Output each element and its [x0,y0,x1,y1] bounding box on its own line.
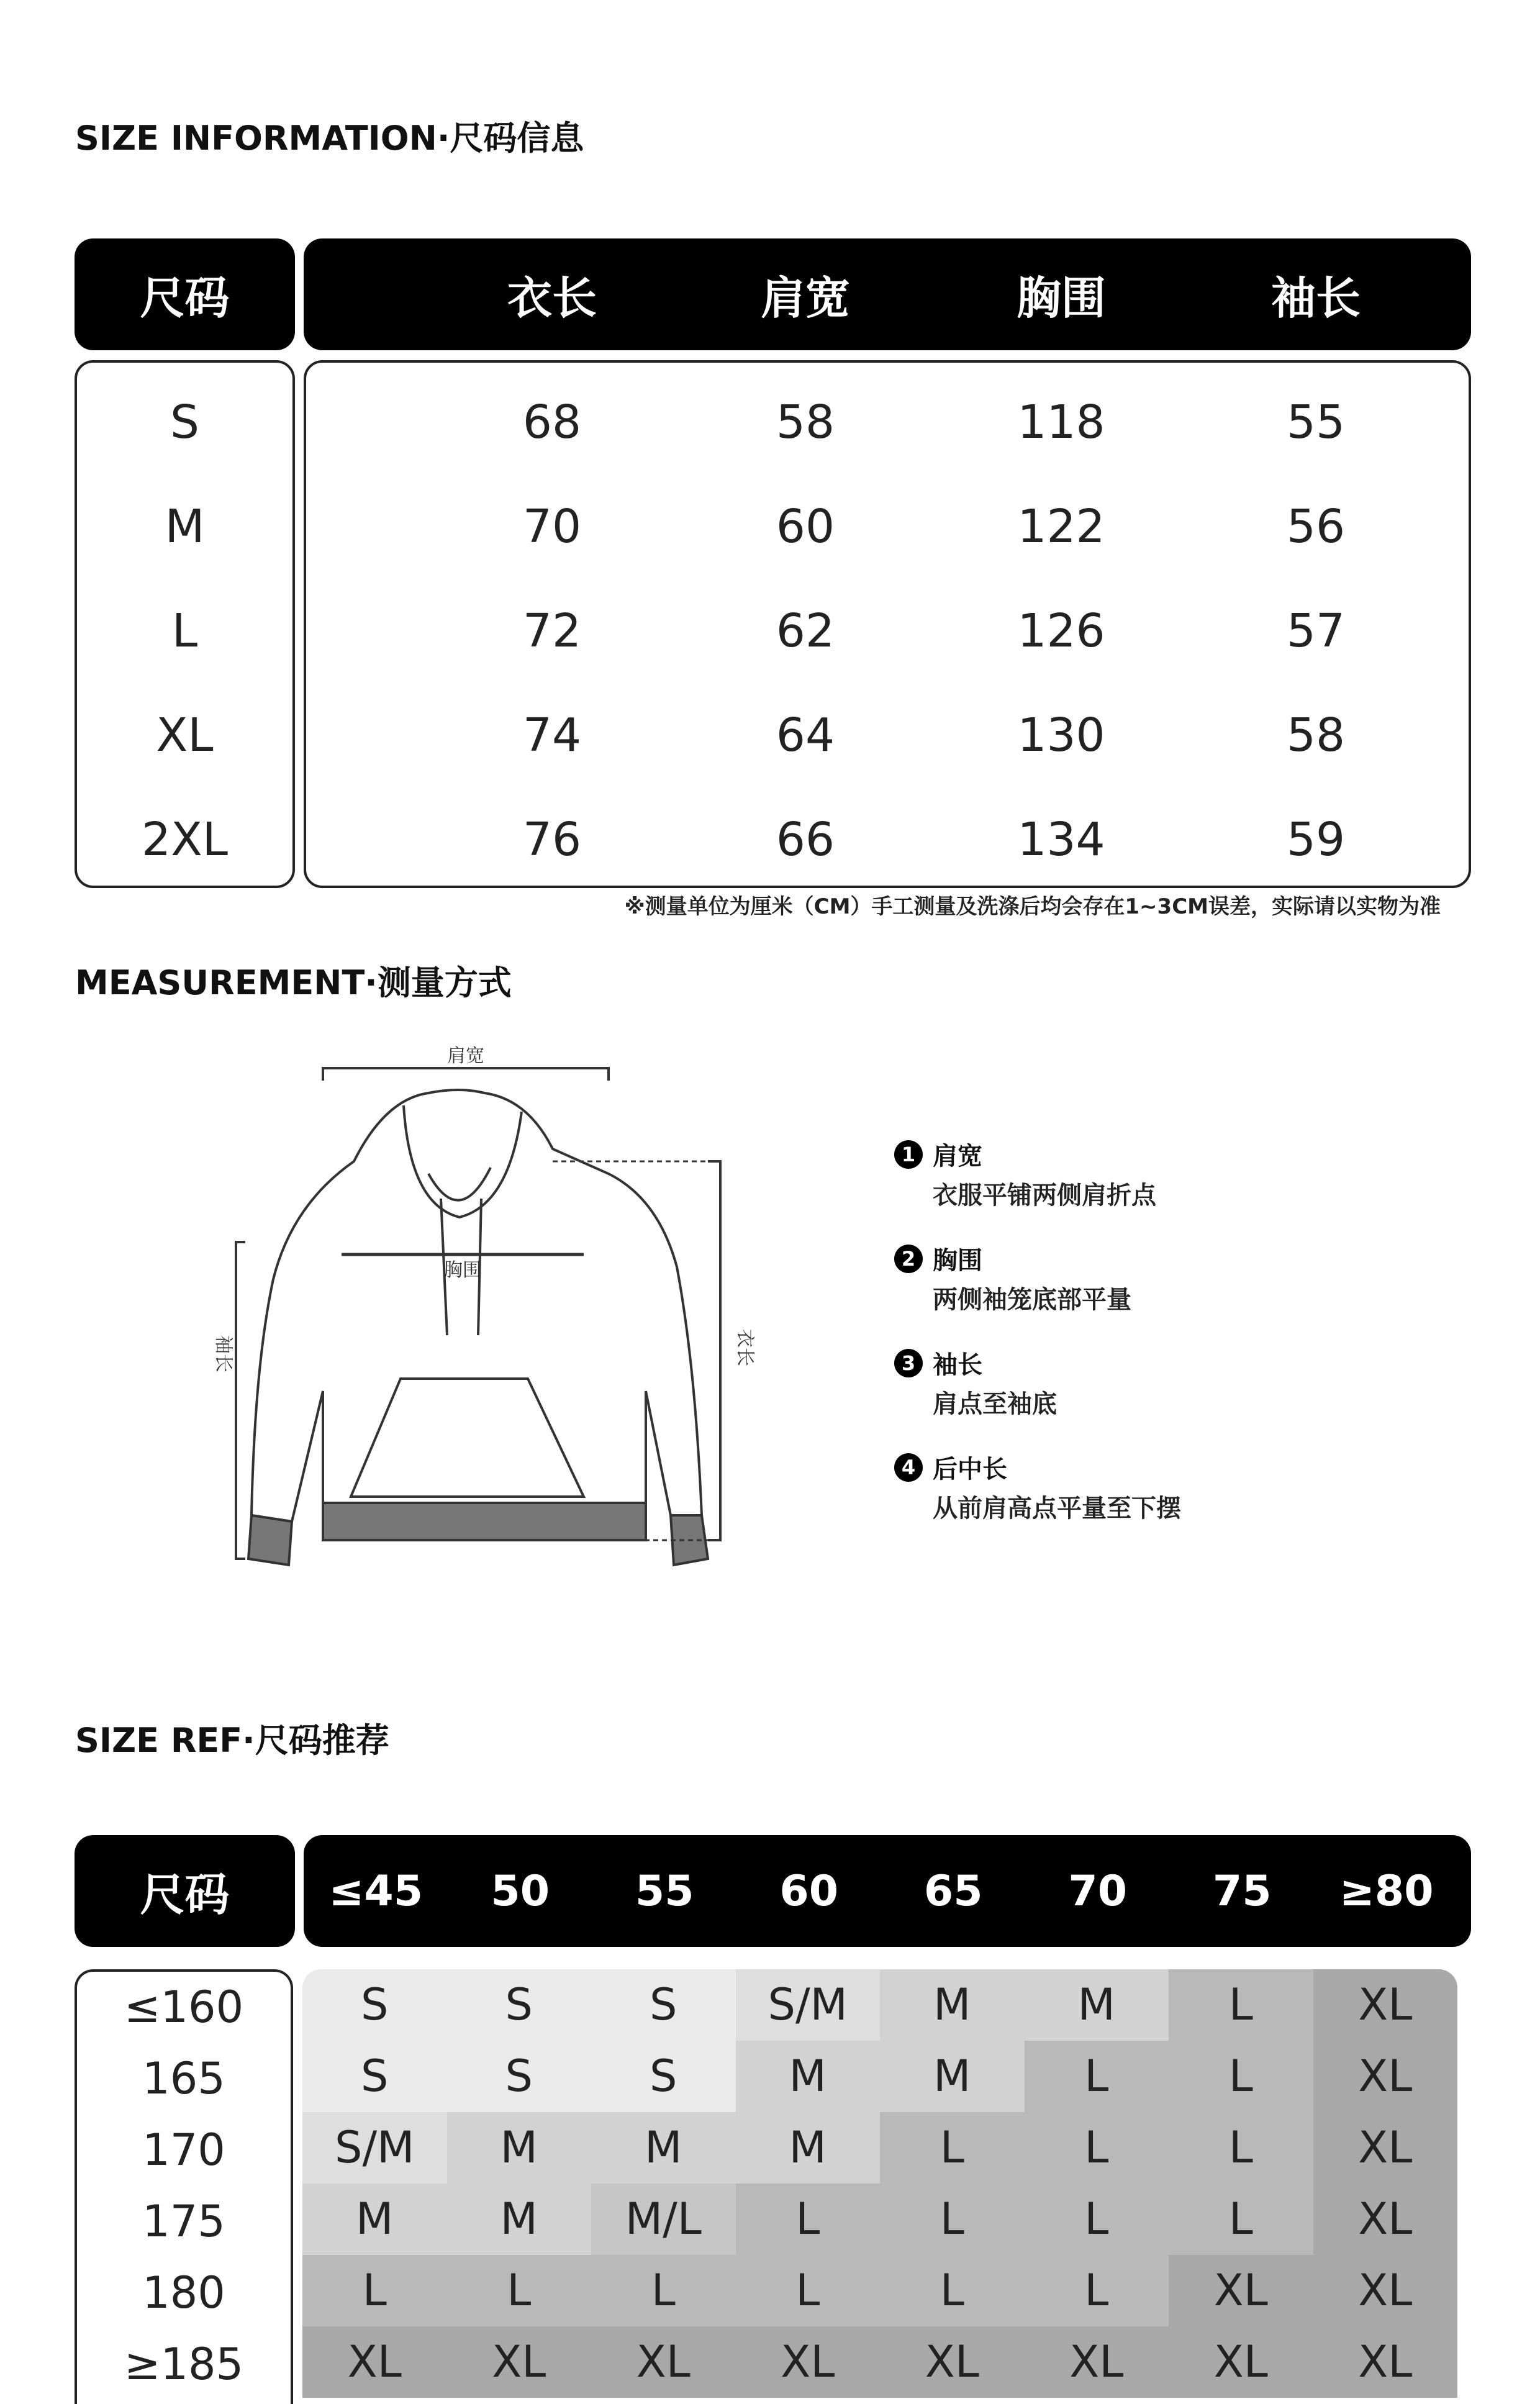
measurement-list [894,1136,1181,1554]
size-info-title: SIZE INFORMATION·尺码信息 [75,119,584,158]
size-ref-cell: XL [1313,2041,1458,2112]
measurement-value: 60 [776,500,835,553]
weight-header-cell: 75 [1212,1866,1272,1916]
measurement-value: 74 [522,709,582,762]
size-ref-cell: M [447,2184,592,2255]
size-ref-cell: L [736,2184,881,2255]
diagram-label-shoulder: 肩宽 [447,1045,484,1067]
size-ref-row [302,2255,1457,2326]
weight-header-cell: 60 [779,1866,839,1916]
measurement-item [894,1136,1181,1211]
number-badge: 3 [894,1349,923,1377]
measurement-item [894,1345,1181,1420]
weight-header-cell: ≤45 [328,1866,424,1916]
measurement-note: ※测量单位为厘米（CM）手工测量及洗涤后均会存在1~3CM误差，实际请以实物为准 [624,894,1441,919]
hoodie-body-outline [251,1090,702,1522]
size-ref-cell: XL [591,2326,736,2398]
size-ref-cell: M [591,2112,736,2184]
column-header-chest: 胸围 [1016,272,1106,324]
size-ref-cell: XL [736,2326,881,2398]
measurement-value: 55 [1286,396,1346,449]
size-ref-cell: L [1169,1969,1313,2041]
size-ref-cell: S [591,2041,736,2112]
size-ref-row [302,2326,1457,2398]
measurement-value: 76 [522,813,582,866]
measurement-value: 59 [1286,813,1346,866]
diagram-label-length: 衣长 [734,1329,756,1366]
number-badge: 4 [894,1453,923,1482]
diagram-label-sleeve: 袖长 [212,1335,234,1372]
height-label: 165 [142,2053,225,2104]
size-ref-cell: S [302,2041,447,2112]
size-ref-cell: M [736,2112,881,2184]
size-ref-cell: XL [1313,2255,1458,2326]
size-ref-cell: L [1025,2184,1169,2255]
measurement-value: 58 [1286,709,1346,762]
size-label: M [165,500,205,553]
size-ref-cell: XL [1313,1969,1458,2041]
shoulder-bracket [323,1068,609,1081]
measurement-value: 62 [776,604,835,658]
size-ref-cell: L [1169,2184,1313,2255]
size-ref-cell: S/M [302,2112,447,2184]
measurement-value: 56 [1286,500,1346,553]
size-ref-cell: L [302,2255,447,2326]
size-ref-cell: L [880,2112,1025,2184]
size-ref-cell: L [880,2184,1025,2255]
size-ref-cell: S [447,2041,592,2112]
size-ref-cell: XL [1169,2326,1313,2398]
measurement-item-title: 肩宽 [933,1142,982,1171]
measurement-value: 122 [1017,500,1105,553]
size-ref-cell: S [302,1969,447,2041]
size-ref-cell: XL [1313,2112,1458,2184]
hoodie-diagram [199,1043,758,1571]
size-ref-cell: L [736,2255,881,2326]
size-ref-cell: S [591,1969,736,2041]
hem-rib [323,1503,646,1540]
size-ref-grid [302,1969,1457,2404]
size-ref-cell: XL [880,2326,1025,2398]
size-ref-cell: S/M [736,1969,881,2041]
size-ref-cell: M [302,2184,447,2255]
weight-header-cell: 65 [923,1866,983,1916]
size-ref-cell: L [1025,2255,1169,2326]
size-ref-cell: M [880,2041,1025,2112]
weight-header-cell: 55 [635,1866,694,1916]
diagram-label-chest: 胸围 [444,1259,481,1281]
height-column [75,1969,293,2404]
size-table-size-header [75,238,295,350]
size-ref-cell: L [1169,2112,1313,2184]
size-ref-row [302,2112,1457,2184]
measurement-value: 66 [776,813,835,866]
size-ref-cell: M [880,1969,1025,2041]
size-ref-header-label: 尺码 [140,1869,230,1921]
measurement-item-title: 胸围 [933,1246,982,1275]
sleeve-bracket [236,1242,245,1559]
measurement-value: 70 [522,500,582,553]
measurement-item [894,1449,1181,1524]
measurement-item-title: 袖长 [933,1351,982,1379]
size-ref-cell: L [1169,2041,1313,2112]
measurement-value: 118 [1017,396,1105,449]
column-header-shoulder: 肩宽 [760,272,850,324]
number-badge: 1 [894,1140,923,1169]
size-ref-size-header [75,1835,295,1947]
size-ref-cell: L [880,2255,1025,2326]
measurement-item-desc: 衣服平铺两侧肩折点 [933,1181,1156,1210]
size-ref-row [302,2041,1457,2112]
measurement-title: MEASUREMENT·测量方式 [75,963,512,1002]
size-ref-cell: XL [302,2326,447,2398]
size-ref-row [302,1969,1457,2041]
size-ref-cell: S [447,1969,592,2041]
weight-header-cell: ≥80 [1339,1866,1434,1916]
size-label: XL [156,709,214,762]
size-ref-cell: XL [1169,2255,1313,2326]
measurement-value: 68 [522,396,582,449]
size-label: 2XL [141,813,228,866]
size-ref-cell: L [447,2255,592,2326]
height-label: 170 [142,2125,225,2175]
size-ref-cell: M [1025,1969,1169,2041]
measurement-value: 130 [1017,709,1105,762]
measurement-value: 72 [522,604,582,658]
height-label: ≤160 [124,1982,244,2033]
height-label: 180 [142,2267,225,2318]
size-ref-cell: M [447,2112,592,2184]
size-ref-cell: L [1025,2112,1169,2184]
weight-header-cell: 70 [1068,1866,1128,1916]
column-header-length: 衣长 [507,272,597,324]
size-label: S [170,396,199,449]
size-ref-cell: XL [1313,2184,1458,2255]
size-ref-cell: XL [1313,2326,1458,2398]
measurement-item-desc: 两侧袖笼底部平量 [933,1286,1131,1314]
size-ref-cell: L [591,2255,736,2326]
measurement-value: 126 [1017,604,1105,658]
size-ref-cell: XL [447,2326,592,2398]
number-badge: 2 [894,1245,923,1273]
height-label: 175 [142,2196,225,2247]
measurement-item [894,1241,1181,1315]
measurement-value: 57 [1286,604,1346,658]
column-header-sleeve: 袖长 [1270,272,1361,324]
size-ref-cell: XL [1025,2326,1169,2398]
size-table-column-header [304,238,1471,350]
kangaroo-pocket [351,1379,584,1497]
measurement-item-desc: 从前肩高点平量至下摆 [933,1494,1181,1523]
size-ref-weight-header [304,1835,1471,1947]
size-ref-cell: M [736,2041,881,2112]
size-ref-row [302,2184,1457,2255]
weight-header-cell: 50 [491,1866,550,1916]
size-ref-title: SIZE REF·尺码推荐 [75,1721,389,1760]
size-ref-cell: M/L [591,2184,736,2255]
measurement-item-title: 后中长 [933,1455,1007,1484]
measurement-item-desc: 肩点至袖底 [933,1390,1057,1418]
size-header-label: 尺码 [140,272,230,324]
measurement-value: 64 [776,709,835,762]
size-ref-cell: L [1025,2041,1169,2112]
height-label: ≥185 [124,2339,244,2390]
size-label: L [171,604,198,658]
measurement-value: 134 [1017,813,1105,866]
measurement-value: 58 [776,396,835,449]
